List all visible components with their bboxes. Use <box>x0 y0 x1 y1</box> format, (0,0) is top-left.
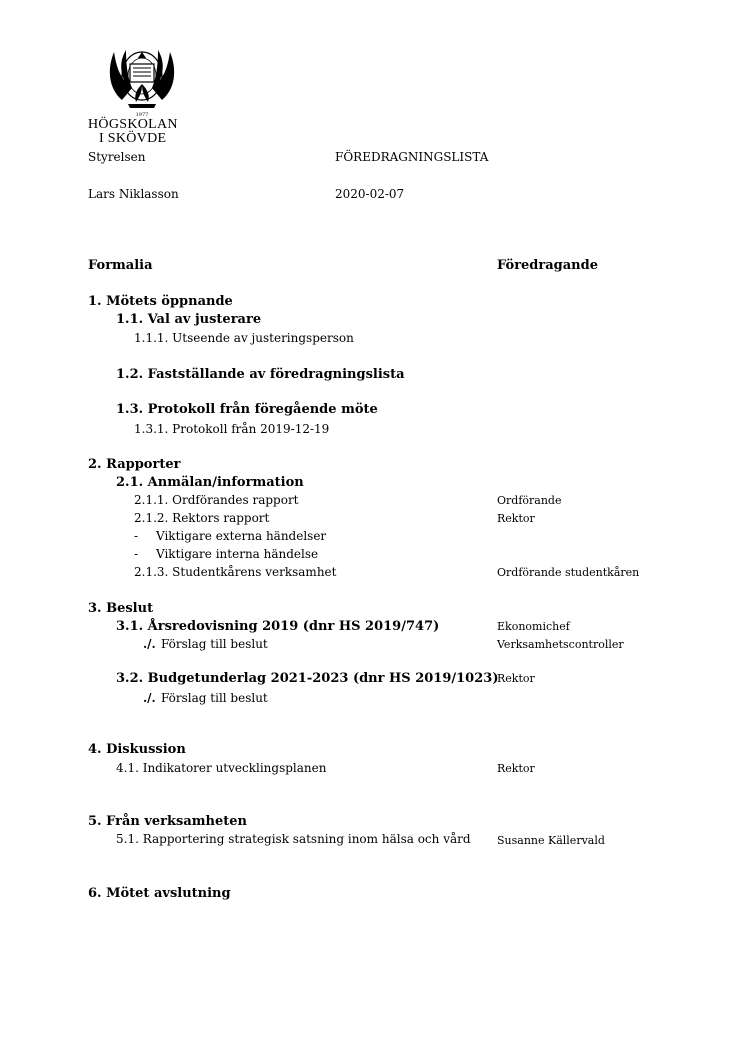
university-seal-logo <box>100 42 184 120</box>
logo-line-1: HÖGSKOLAN <box>88 117 178 132</box>
item-3-2-attachment-title: Förslag till beslut <box>161 691 268 705</box>
item-1-1-title: 1.1. Val av justerare <box>116 312 262 327</box>
logo-line-2: I SKÖVDE <box>99 131 167 146</box>
logo-year: 1977 <box>135 112 149 118</box>
bullet-1-text: Viktigare externa händelser <box>156 529 327 543</box>
item-5-1-presenter: Susanne Källervald <box>497 834 605 847</box>
section-1-title: 1. Mötets öppnande <box>88 294 233 309</box>
item-1-2-title: 1.2. Fastställande av föredragningslista <box>116 367 405 382</box>
item-3-1-presenter: Ekonomichef <box>497 620 570 633</box>
item-4-1-presenter: Rektor <box>497 762 535 775</box>
item-2-1-1-presenter: Ordförande <box>497 494 562 507</box>
bullet-1-dash: - <box>134 529 139 543</box>
bullet-2-text: Viktigare interna händelse <box>156 547 319 561</box>
item-3-2-attachment-mark: ./. <box>143 691 156 705</box>
section-6-title: 6. Mötet avslutning <box>88 886 231 901</box>
item-1-3-title: 1.3. Protokoll från föregående möte <box>116 402 378 417</box>
item-2-1-2-title: 2.1.2. Rektors rapport <box>134 511 270 525</box>
item-2-1-2-presenter: Rektor <box>497 512 535 525</box>
item-2-1-3-presenter: Ordförande studentkåren <box>497 566 640 579</box>
item-3-1-attachment-presenter: Verksamhetscontroller <box>497 638 624 651</box>
item-3-1-title: 3.1. Årsredovisning 2019 (dnr HS 2019/747) <box>116 619 440 634</box>
item-2-1-title: 2.1. Anmälan/information <box>116 475 304 490</box>
item-4-1-title: 4.1. Indikatorer utvecklingsplanen <box>116 761 327 775</box>
document-type: FÖREDRAGNINGSLISTA <box>335 150 489 164</box>
item-1-1-1-title: 1.1.1. Utseende av justeringsperson <box>134 331 354 345</box>
section-2-title: 2. Rapporter <box>88 457 181 472</box>
document-date: 2020-02-07 <box>335 187 405 201</box>
section-3-title: 3. Beslut <box>88 601 154 616</box>
item-3-2-title: 3.2. Budgetunderlag 2021-2023 (dnr HS 2019/1023) <box>116 671 499 686</box>
item-5-1-title: 5.1. Rapportering strategisk satsning inom hälsa och vård <box>116 832 471 846</box>
item-3-1-attachment-mark: ./. <box>143 637 156 651</box>
item-2-1-3-title: 2.1.3. Studentkårens verksamhet <box>134 565 337 579</box>
item-1-3-1-title: 1.3.1. Protokoll från 2019-12-19 <box>134 422 330 436</box>
author-name: Lars Niklasson <box>88 187 179 201</box>
item-3-2-presenter: Rektor <box>497 672 535 685</box>
board-name: Styrelsen <box>88 150 146 164</box>
section-5-title: 5. Från verksamheten <box>88 814 247 829</box>
section-4-title: 4. Diskussion <box>88 742 186 757</box>
item-2-1-1-title: 2.1.1. Ordförandes rapport <box>134 493 299 507</box>
column-heading-presenter: Föredragande <box>497 258 598 273</box>
column-heading-formalia: Formalia <box>88 258 153 273</box>
bullet-2-dash: - <box>134 547 139 561</box>
item-3-1-attachment-title: Förslag till beslut <box>161 637 268 651</box>
